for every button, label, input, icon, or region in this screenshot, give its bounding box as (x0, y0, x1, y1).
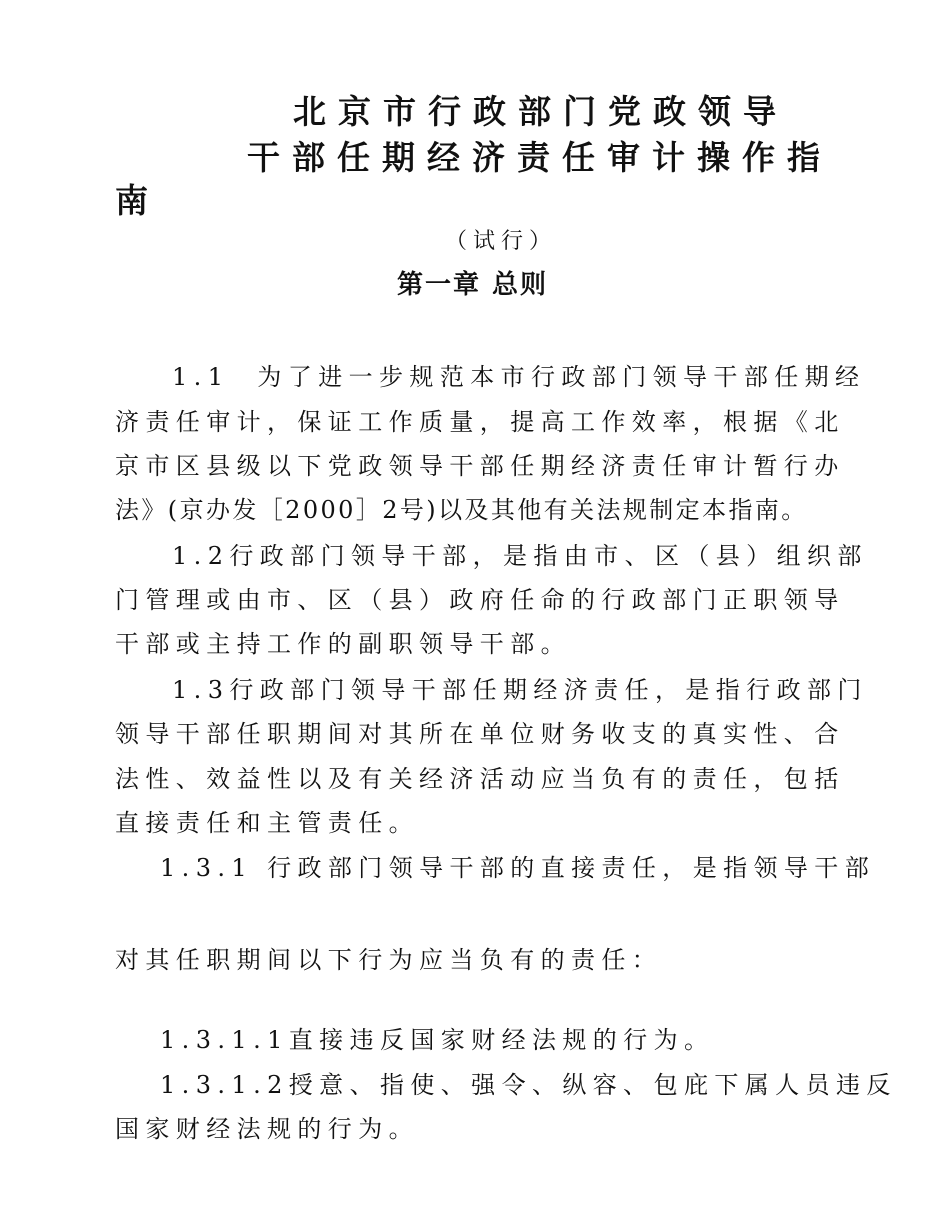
body-line: 1.3.1.1直接违反国家财经法规的行为。 (160, 1026, 715, 1054)
body-line: 1.3行政部门领导干部任期经济责任，是指行政部门 (172, 676, 868, 704)
document-title-line-3: 南 (115, 181, 160, 220)
body-line: 法》(京办发［2000］2号)以及其他有关法规制定本指南。 (115, 496, 808, 524)
document-subtitle: （试行） (445, 229, 558, 254)
body-line: 法性、效益性以及有关经济活动应当负有的责任，包括 (115, 765, 845, 793)
body-line: 京市区县级以下党政领导干部任期经济责任审计暂行办 (115, 452, 845, 480)
document-title-line-1: 北京市行政部门党政领导 (293, 92, 788, 131)
body-line: 门管理或由市、区（县）政府任命的行政部门正职领导 (115, 586, 845, 614)
body-line: 干部或主持工作的副职领导干部。 (115, 630, 571, 658)
body-line: 对其任职期间以下行为应当负有的责任： (115, 946, 663, 974)
body-line: 1.3.1.2授意、指使、强令、纵容、包庇下属人员违反 (160, 1071, 897, 1099)
body-line: 1.3.1 行政部门领导干部的直接责任，是指领导干部 (160, 854, 876, 882)
chapter-heading: 第一章 总则 (397, 270, 549, 300)
body-line: 1.1 为了进一步规范本市行政部门领导干部任期经 (172, 363, 866, 391)
document-title-line-2: 干部任期经济责任审计操作指 (247, 138, 832, 177)
body-line: 济责任审计，保证工作质量，提高工作效率，根据《北 (115, 408, 845, 436)
body-line: 国家财经法规的行为。 (115, 1115, 419, 1143)
body-line: 1.2行政部门领导干部，是指由市、区（县）组织部 (172, 542, 868, 570)
body-line: 直接责任和主管责任。 (115, 809, 419, 837)
body-line: 领导干部任职期间对其所在单位财务收支的真实性、合 (115, 720, 845, 748)
